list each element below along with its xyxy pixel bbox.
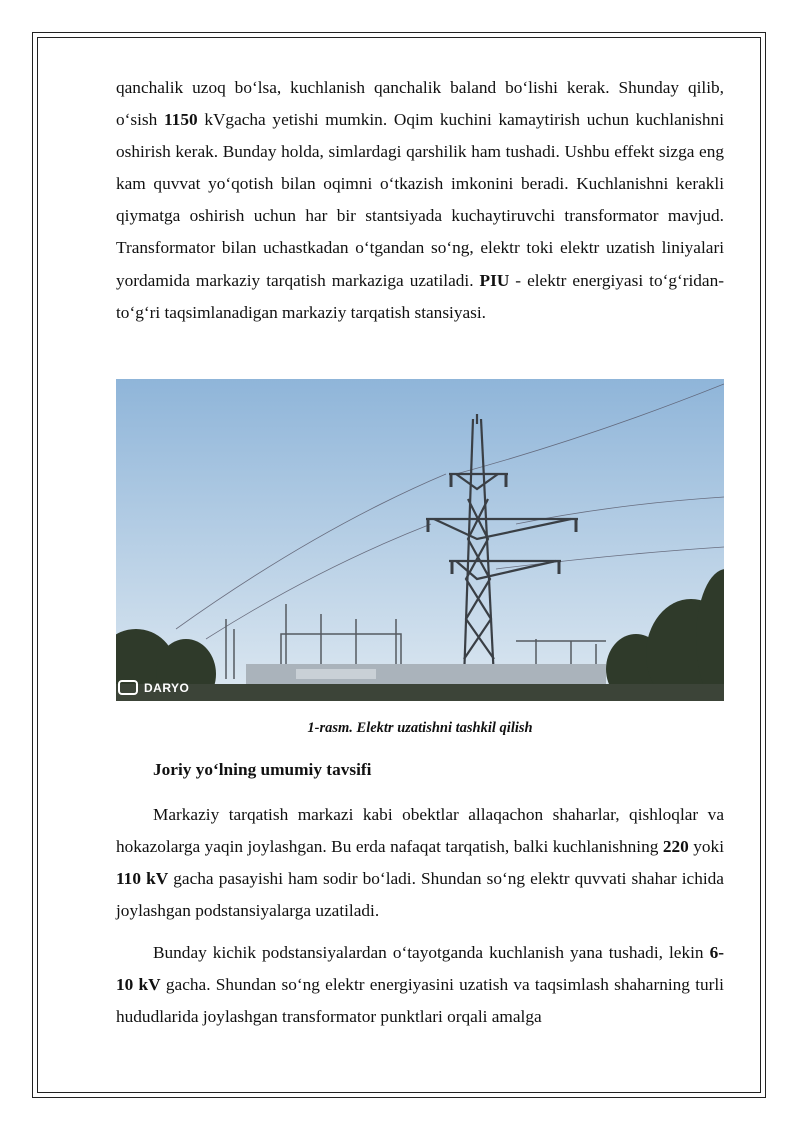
paragraph-3: [116, 937, 724, 1033]
power-line-photo: [116, 379, 724, 701]
paragraph-3-bold-a: 6-10 kV: [116, 943, 724, 995]
daryo-logo-text: DARYO: [144, 681, 190, 695]
paragraph-1-text-a: qanchalik uzoq bo‘lsa, kuchlanish qanchalik baland bo‘lishi kerak. Shunday qilib, o‘sish: [116, 78, 724, 130]
paragraph-3-text-a: Bunday kichik podstansiyalardan o‘tayotganda kuchlanish yana tushadi, lekin: [153, 943, 710, 962]
paragraph-2: [116, 799, 724, 927]
section-heading: Joriy yo‘lning umumiy tavsifi: [153, 760, 372, 779]
paragraph-2-text-c: gacha pasayishi ham sodir bo‘ladi. Shundan so‘ng elektr quvvati shahar ichida joylashgan podstansiyalarga uzatiladi.: [116, 869, 724, 921]
figure-caption: 1-rasm. Elektr uzatishni tashkil qilish: [307, 720, 533, 736]
paragraph-1-bold-b: PIU: [479, 270, 510, 290]
paragraph-1-text-b: kVgacha yetishi mumkin. Oqim kuchini kamaytirish uchun kuchlanishni oshirish kerak. Bunday holda, simlardagi qarshilik ham tushadi. Ushbu effekt sizga eng kam quvvat yo‘qotish bilan oqimni o‘tkazish imkonini beradi. Kuchlanishni kerakli qiymatga oshirish uchun har bir stantsiyada kuchaytiruvchi transformator mavjud. Transformator bilan uchastkadan o‘tgandan so‘ng, elektr toki elektr uzatish liniyalari yordamida markaziy tarqatish markaziga uzatiladi.: [116, 110, 724, 290]
power-tower-illustration: [116, 379, 724, 701]
daryo-logo-icon: [118, 680, 140, 696]
paragraph-3-text-b: gacha. Shundan so‘ng elektr energiyasini uzatish va taqsimlash shaharning turli hududlarida joylashgan transformator punktlari orqali amalga: [116, 975, 724, 1027]
paragraph-2-bold-a: 220: [662, 837, 689, 857]
paragraph-1-text-c: - elektr energiyasi to‘g‘ridan-to‘g‘ri taqsimlanadigan markaziy tarqatish stansiyasi.: [116, 270, 724, 322]
paragraph-2-text-b: yoki: [688, 837, 724, 857]
paragraph-2-text-a: Markaziy tarqatish markazi kabi obektlar allaqachon shaharlar, qishloqlar va hokazolarga yaqin joylashgan. Bu erda nafaqat tarqatish, balki kuchlanishning: [116, 805, 724, 857]
daryo-watermark: [118, 680, 189, 696]
paragraph-1: [116, 72, 724, 329]
paragraph-1-bold-a: 1150: [164, 110, 198, 130]
paragraph-2-bold-b: 110 kV: [116, 869, 169, 889]
